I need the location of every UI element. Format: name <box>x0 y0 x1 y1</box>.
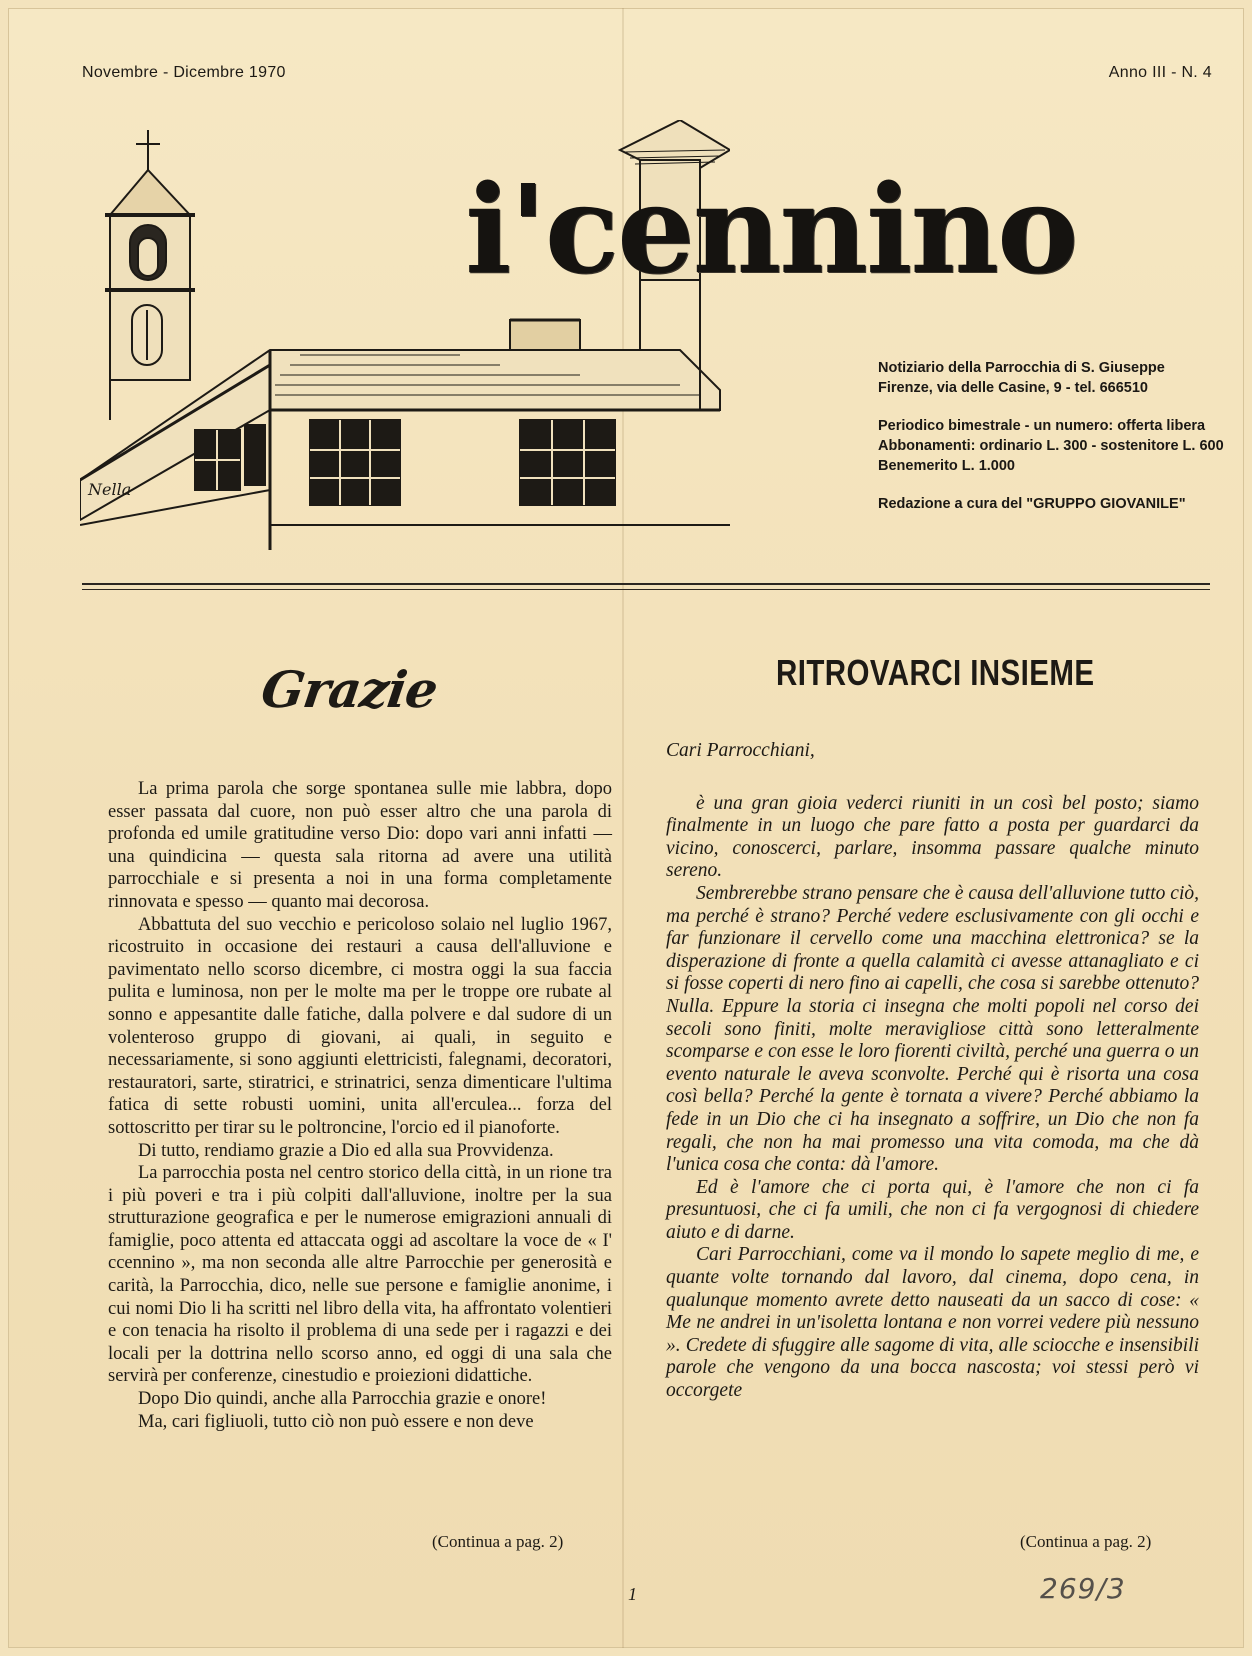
parish-info-block <box>878 358 1224 514</box>
salutation: Cari Parrocchiani, <box>666 740 815 761</box>
page-number: 1 <box>628 1584 637 1604</box>
left-article-body <box>108 778 612 1433</box>
paragraph: La prima parola che sorge spontanea sulle mie labbra, dopo esser passata dal cuore, non può esser altro che una parola di profonda ed umile gratitudine verso Dio: dopo vari anni infatti — una quindicina — questa sala ritorna ad avere una utilità parrocchiale e si presenta a noi in una forma completamente rinnovata e spesso — quanto mai decorosa. <box>108 779 612 912</box>
artist-signature: Nella <box>88 480 132 499</box>
paragraph: Abbattuta del suo vecchio e pericoloso solaio nel luglio 1967, ricostruito in occasione dei restauri a causa dell'alluvione e pavimentato nello scorso dicembre, ci mostra oggi la sua faccia pulita e luminosa, non per le molte ma per le troppe ore rubate al sonno e appesantite dalle fatiche, dalla polvere e dal sudore di un volenteroso gruppo di giovani, ai quali, in seguito e necessariamente, si sono aggiunti elettricisti, falegnami, decoratori, restauratori, sarte, stiratrici, e strinatrici, senza dimenticare l'ultima fatica di sette robusti uomini, unita all'erculea... forza del sottoscritto per tirar su le poltroncine, l'orcio ed il pianoforte. <box>108 914 612 1138</box>
divider-rule <box>82 583 1210 585</box>
paragraph: Ma, cari figliuoli, tutto ciò non può essere e non deve <box>138 1411 534 1432</box>
benemerito: Benemerito L. 1.000 <box>878 458 1015 474</box>
left-article-heading: Grazie <box>257 660 441 719</box>
paragraph: Dopo Dio quindi, anche alla Parrocchia grazie e onore! <box>138 1389 547 1410</box>
parish-name: Notiziario della Parrocchia di S. Giuseppe <box>878 360 1165 376</box>
paragraph: Ed è l'amore che ci porta qui, è l'amore che non ci fa presuntuosi, che ci fa umili, che non ci fa vergognosi di chiedere aiuto e di darne. <box>666 1176 1199 1243</box>
subscriptions: Abbonamenti: ordinario L. 300 - sostenitore L. 600 <box>878 438 1224 454</box>
masthead-title: i'cennino <box>465 157 1077 301</box>
right-article-body <box>666 740 1199 1403</box>
paragraph: Sembrerebbe strano pensare che è causa dell'alluvione tutto ciò, ma perché è strano? Perché vedere esclusivamente con gli occhi e far funzionare il cervello come una macchina elettronica? se la disperazione di fronte a quella calamità ci avesse attanagliato e ci si fosse coperti di nero fino ai capelli, che cosa si sarebbe ottenuto? Nulla. Eppure la storia ci insegna che molti popoli nel corso dei secoli sono finiti, molte meravigliose città sono letteralmente scomparse e con esse le loro fiorenti civiltà, perché una guerra o un evento naturale le aveva sconvolte. Perché qui è risorta una cosa così bella? Perché la gente è tornata a vivere? Perché abbiamo la fede in un Dio che ci ha insegnato a soffrire, un Dio che non fa regali, che non ha mai promesso una vita comoda, ma che dà l'unica cosa che conta: dà l'amore. <box>666 882 1199 1176</box>
paragraph: è una gran gioia vederci riuniti in un così bel posto; siamo finalmente in un luogo che pare fatto a posta per guardarci da vicino, conoscerci, parlare, insomma passare qualche minuto sereno. <box>666 792 1199 882</box>
issue-date: Novembre - Dicembre 1970 <box>82 64 286 81</box>
paragraph: Cari Parrocchiani, come va il mondo lo sapete meglio di me, e quante volte tornando dal lavoro, dal cinema, dopo cena, in qualunque momento avrete detto nauseati da un sacco di cose: « Me ne andrei in un'isoletta lontana e non vorrei vedere più nessuno ». Credete di sfuggire alle sagome di vita, alle sciocche e insensibili parole che vengono da una bocca nascosta; voi stessi però vi occorgete <box>666 1244 1199 1402</box>
issue-number: Anno III - N. 4 <box>1108 64 1212 81</box>
left-continued-note: (Continua a pag. 2) <box>432 1532 564 1551</box>
archive-mark: 269/3 <box>1040 1572 1126 1605</box>
parish-address: Firenze, via delle Casine, 9 - tel. 666510 <box>878 380 1148 396</box>
periodicity: Periodico bimestrale - un numero: offerta libera <box>878 418 1206 434</box>
paragraph: Di tutto, rendiamo grazie a Dio ed alla sua Provvidenza. <box>138 1140 554 1161</box>
right-continued-note: (Continua a pag. 2) <box>1020 1532 1152 1551</box>
editorial-credit: Redazione a cura del "GRUPPO GIOVANILE" <box>878 496 1186 512</box>
right-article-heading: RITROVARCI INSIEME <box>776 652 1095 693</box>
paragraph: La parrocchia posta nel centro storico della città, in un rione tra i più poveri e tra i più colpiti dall'alluvione, inoltre per la sua strutturazione geografica e per le numerose emigrazioni annuali di famiglie, poco attenta ed attaccata oggi ad ascoltare la voce de « I' ccennino », ma non seconda alle altre Parrocchie per generosità e carità, la Parrocchia, dico, nelle sue persone e famiglie anonime, i cui nomi Dio li ha scritti nel libro della vita, ha affrontato volentieri e con tenacia ha risolto il problema di una sede per i ragazzi e dei locali per la dottrina nello scorso anno, ed oggi di una sala che servirà per conferenze, cinestudio e proiezioni didattiche. <box>108 1163 612 1387</box>
divider-rule-thin <box>82 589 1210 590</box>
